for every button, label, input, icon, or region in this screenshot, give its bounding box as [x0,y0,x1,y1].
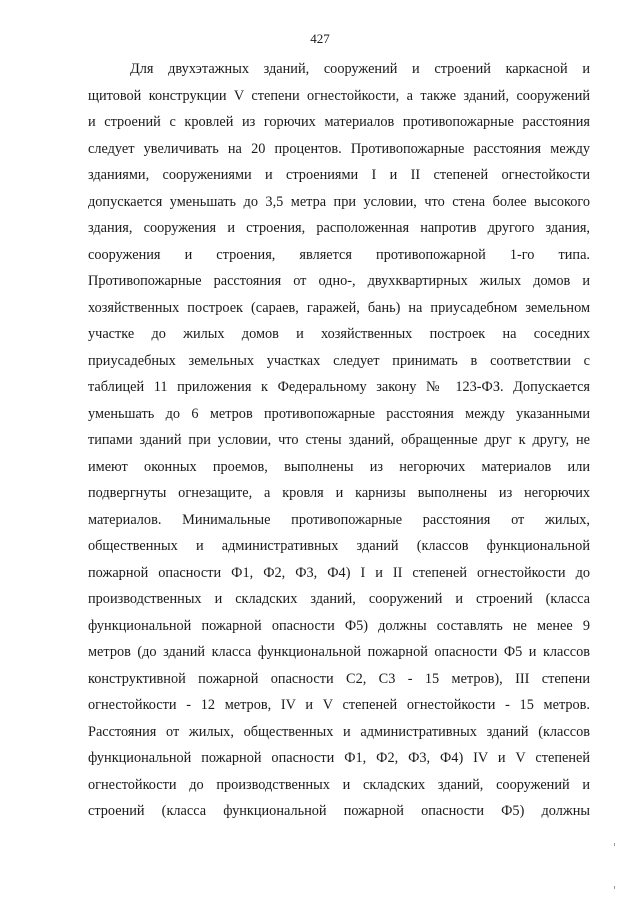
page-number: 427 [310,31,330,46]
scan-artifact-mark [614,886,615,889]
text-line: огнестойкости до производственных и складских зданий, сооружений и [88,776,590,793]
text-line: строений (класса функциональной пожарной опасности Ф5) должны [88,803,590,819]
text-line: имеют оконных проемов, выполнены из негорючих материалов или [88,458,590,475]
text-line: Для двухэтажных зданий, сооружений и строений каркасной и [130,61,590,77]
text-line: допускается уменьшать до 3,5 метра при условии, что стена более высокого [88,193,590,210]
text-line: участке до жилых домов и хозяйственных построек на соседних [88,326,590,342]
text-line: метров (до зданий класса функциональной пожарной опасности Ф5 и классов [88,644,590,660]
scan-artifact-mark [614,843,615,846]
text-line: функциональной пожарной опасности Ф1, Ф2, Ф3, Ф4) IV и V степеней [88,750,590,766]
text-line: следует увеличивать на 20 процентов. Противопожарные расстояния между [88,140,590,157]
text-line: подвергнуты огнезащите, а кровля и карнизы выполнены из негорючих [88,485,590,501]
text-line: производственных и складских зданий, сооружений и строений (класса [88,591,590,607]
text-line: пожарной опасности Ф1, Ф2, Ф3, Ф4) I и II степеней огнестойкости до [88,564,590,581]
text-line: уменьшать до 6 метров противопожарные расстояния между указанными [88,405,590,422]
text-line: сооружения и строения, является противопожарной 1-го типа. [88,246,590,263]
text-line: Противопожарные расстояния от одно-, двухквартирных жилых домов и [88,273,590,289]
text-line: хозяйственных построек (сараев, гаражей, бань) на приусадебном земельном [88,299,590,316]
text-line: зданиями, сооружениями и строениями I и II степеней огнестойкости [88,167,590,183]
text-line: функциональной пожарной опасности Ф5) должны составлять не менее 9 [88,617,590,634]
text-line: Расстояния от жилых, общественных и административных зданий (классов [88,723,590,740]
body-text [88,56,590,825]
text-line: типами зданий при условии, что стены зданий, обращенные друг к другу, не [88,432,590,448]
text-line: общественных и административных зданий (классов функциональной [88,538,590,554]
text-line: приусадебных земельных участках следует принимать в соответствии с [88,352,590,369]
text-line: конструктивной пожарной опасности С2, С3 - 15 метров), III степени [88,670,590,687]
text-line: щитовой конструкции V степени огнестойкости, а также зданий, сооружений [88,87,590,104]
text-line: материалов. Минимальные противопожарные расстояния от жилых, [88,511,590,528]
text-line: огнестойкости - 12 метров, IV и V степеней огнестойкости - 15 метров. [88,697,590,713]
text-line: здания, сооружения и строения, расположенная напротив другого здания, [88,220,590,236]
text-line: и строений с кровлей из горючих материалов противопожарные расстояния [88,114,590,130]
text-line: таблицей 11 приложения к Федеральному закону № 123-ФЗ. Допускается [88,379,590,395]
